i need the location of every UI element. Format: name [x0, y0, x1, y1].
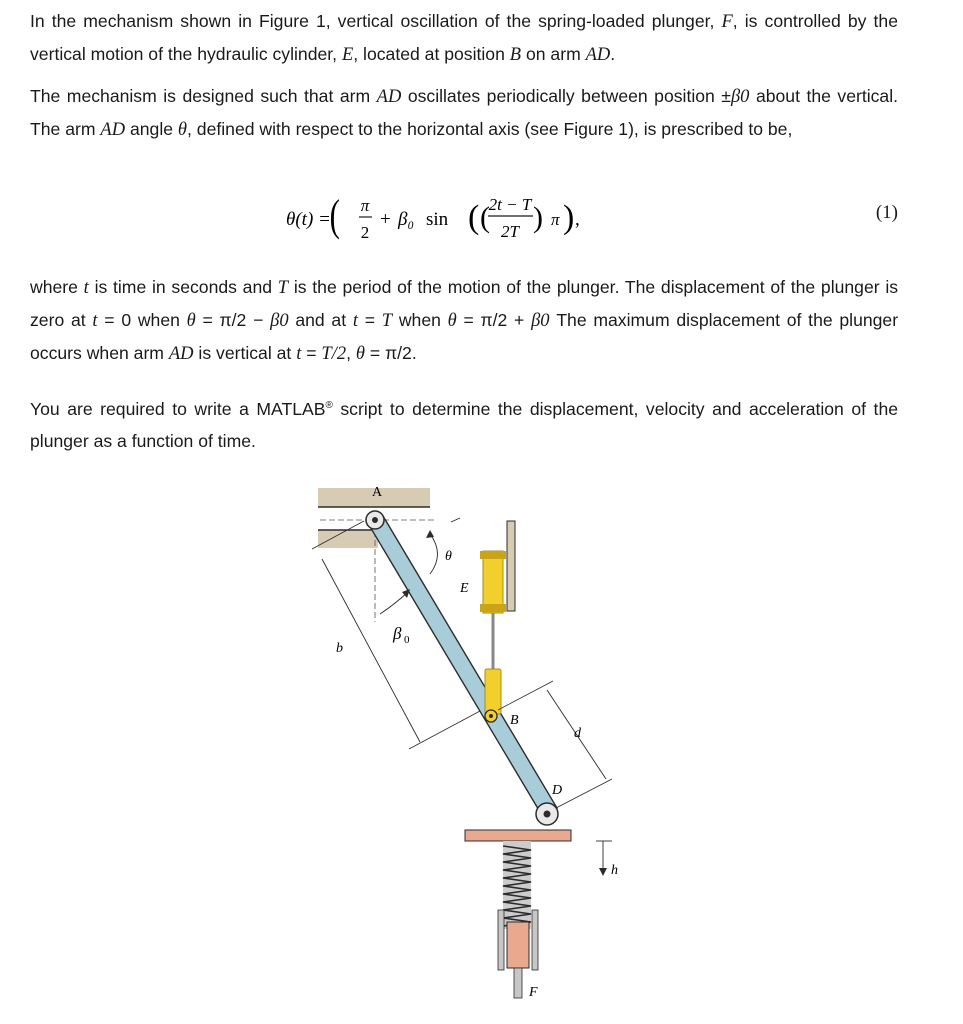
eq-paren-open-mid: (: [468, 199, 480, 236]
var-E: E: [341, 45, 354, 65]
eq-pi-inner: π: [551, 210, 560, 229]
cond1-t: t: [92, 311, 98, 331]
plunger-body: [507, 922, 529, 968]
design-paragraph: [30, 80, 898, 146]
eq-paren-open-inner: (: [480, 201, 490, 234]
plunger-rod: [514, 968, 522, 998]
intro-text-4: on arm: [525, 44, 581, 64]
theta-tick: [451, 518, 460, 522]
eq-trail: ,: [575, 209, 580, 230]
label-A: A: [372, 485, 383, 500]
cond3-value: = π/2.: [369, 343, 417, 363]
intro-text-3: , located at position: [353, 44, 505, 64]
expl-text-2: is time in seconds and: [94, 277, 273, 297]
dimension-d-extension-bottom: [556, 779, 612, 808]
guide-right: [532, 910, 538, 970]
cond1-beta: β0: [270, 311, 289, 331]
cylinder-cap-bottom: [480, 604, 506, 612]
cond1-theta: θ: [186, 311, 196, 331]
task-text-2: script to determine the displacement, velocity and acceleration of the plunger as a function of time.: [30, 398, 899, 451]
var-AD-2: AD: [376, 87, 402, 107]
eq-lhs: θ(t) =: [286, 209, 331, 230]
label-E: E: [460, 581, 469, 596]
pin-D-center: [544, 811, 551, 818]
intro-text-1: In the mechanism shown in Figure 1, vertical oscillation of the spring-loaded plunger,: [30, 11, 715, 31]
hydraulic-cylinder-E: [483, 551, 503, 613]
intro-text-2: , is controlled by the vertical motion of the hydraulic cylinder,: [30, 11, 898, 64]
cond3-T2: T/2: [321, 344, 347, 364]
cond2-value: = π/2 +: [463, 310, 525, 330]
var-t: t: [83, 278, 89, 298]
var-T: T: [277, 278, 289, 298]
cond2-eq: =: [364, 310, 376, 330]
pin-A-center: [372, 517, 378, 523]
label-B: B: [510, 713, 519, 728]
dimension-h-arrow: [599, 868, 607, 876]
figure-1-mechanism: [300, 474, 660, 1014]
cond2-beta: β0: [531, 311, 550, 331]
cond2-t: t: [352, 311, 358, 331]
label-h: h: [611, 863, 618, 878]
theta-arc: [430, 534, 438, 574]
cond3-eq: =: [306, 343, 317, 363]
label-theta: θ: [445, 549, 452, 564]
expl-text-6: is vertical at: [198, 343, 292, 363]
cond1-eq: = 0 when: [104, 310, 180, 330]
wall-support: [507, 521, 515, 611]
design-text-1: The mechanism is designed such that arm: [30, 86, 371, 106]
label-d: d: [574, 726, 581, 741]
label-beta0: β: [393, 624, 402, 643]
equation-number: (1): [875, 202, 898, 223]
expl-text-4: and at: [295, 310, 347, 330]
design-text-2: oscillates periodically between position ±: [407, 86, 731, 106]
task-text-1: You are required to write a MATLAB: [30, 398, 326, 419]
expl-text-5: The maximum displacement of the plunger occurs when arm: [30, 310, 899, 363]
eq-two: 2: [360, 223, 370, 242]
var-B: B: [509, 45, 522, 65]
var-beta0: β0: [730, 87, 750, 107]
pin-B-center: [489, 714, 493, 718]
plunger-plate: [465, 830, 571, 841]
design-text-4: angle: [129, 119, 174, 139]
label-F: F: [529, 985, 538, 1000]
task-paragraph: [30, 390, 898, 457]
cond2-T: T: [381, 311, 393, 331]
cond3-comma: ,: [346, 343, 351, 363]
eq-paren-close-inner: ): [533, 201, 543, 234]
dimension-d-extension-top: [498, 681, 553, 710]
var-AD: AD: [585, 45, 611, 65]
equation-1: [30, 180, 898, 250]
cylinder-piston-housing: [485, 669, 501, 714]
registered-mark: ®: [325, 400, 333, 411]
eq-paren-open-outer: (: [329, 191, 340, 241]
var-AD-3: AD: [100, 120, 126, 140]
ground-bottom-support: [318, 530, 378, 548]
cond3-theta: θ: [355, 344, 365, 364]
eq-denominator: 2T: [501, 222, 519, 241]
explanation-paragraph: [30, 271, 898, 370]
cond1-value: = π/2 −: [202, 310, 264, 330]
eq-pi: π: [360, 196, 370, 215]
intro-text-5: .: [610, 44, 616, 64]
label-b: b: [336, 641, 343, 656]
eq-sin: sin: [426, 209, 449, 230]
design-text-3: about the vertical. The arm: [30, 86, 899, 139]
var-F: F: [721, 12, 733, 32]
label-D: D: [552, 783, 563, 798]
intro-paragraph: [30, 5, 898, 71]
cylinder-cap-top: [480, 551, 506, 559]
theta-arrow-head: [426, 530, 434, 538]
design-text-5: , defined with respect to the horizontal axis (see Figure 1), is prescribed to be,: [187, 119, 793, 139]
cond2-when: when: [398, 310, 441, 330]
cond2-theta: θ: [447, 311, 457, 331]
expl-text-1: where: [30, 277, 78, 297]
label-beta0-subscript: 0: [404, 634, 410, 646]
eq-numerator: 2t − T: [488, 195, 532, 214]
arm-AD: [369, 516, 557, 817]
eq-beta: β₀: [398, 209, 415, 230]
dimension-b-extension-bottom: [409, 711, 480, 749]
mechanism-diagram: [300, 474, 660, 1014]
eq-plus: +: [380, 209, 391, 230]
var-AD-4: AD: [168, 344, 194, 364]
cond3-t: t: [296, 344, 302, 364]
eq-paren-close-mid: ): [563, 199, 575, 236]
equation-svg: [30, 180, 898, 250]
beta0-arc: [380, 592, 408, 614]
var-theta: θ: [177, 120, 188, 140]
guide-left: [498, 910, 504, 970]
expl-text-3: is the period of the motion of the plunger. The displacement of the plunger is zero at: [30, 277, 899, 330]
